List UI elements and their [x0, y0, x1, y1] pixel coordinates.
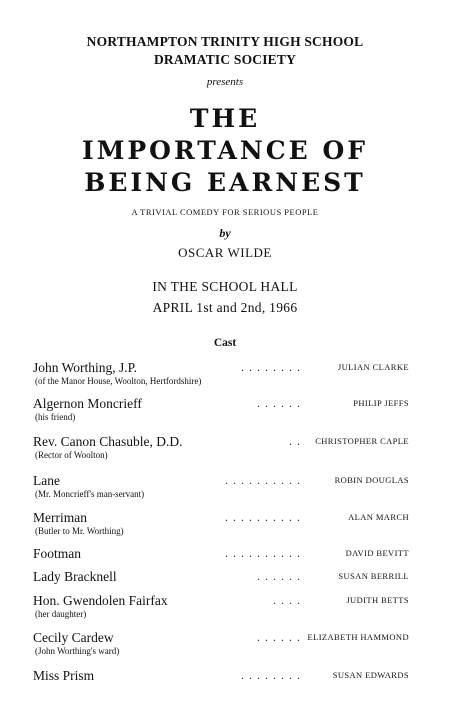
- leader-dots: . . . . . . . .: [241, 360, 301, 374]
- cast-heading: Cast: [213, 337, 237, 349]
- cast-role-note: (Mr. Moncrieff's man-servant): [35, 489, 145, 499]
- cast-actor: ALAN MARCH: [348, 512, 409, 522]
- cast-role-note: (his friend): [35, 412, 76, 422]
- society-name: DRAMATIC SOCIETY: [153, 52, 297, 67]
- play-title-line-1: THE: [189, 104, 261, 133]
- cast-actor: ROBIN DOUGLAS: [334, 475, 409, 485]
- cast-row: [33, 593, 409, 623]
- by-text: by: [219, 226, 231, 240]
- cast-role-note: (Butler to Mr. Worthing): [35, 526, 124, 536]
- cast-row: [33, 630, 409, 660]
- leader-dots: . . . . . . . . . .: [225, 473, 301, 487]
- cast-role-note: (John Worthing's ward): [35, 646, 120, 656]
- cast-actor: CHRISTOPHER CAPLE: [315, 436, 409, 446]
- author-name: OSCAR WILDE: [178, 245, 272, 260]
- play-title-line-2: IMPORTANCE OF: [82, 136, 368, 165]
- leader-dots: . . . . . .: [257, 396, 301, 410]
- cast-actor: DAVID BEVITT: [345, 548, 409, 558]
- leader-dots: . . . . . . . . . .: [225, 546, 301, 560]
- leader-dots: . . . . . .: [257, 569, 301, 583]
- leader-dots: . .: [289, 434, 301, 448]
- cast-row: [33, 360, 409, 390]
- cast-row: [33, 668, 409, 698]
- leader-dots: . . . .: [273, 593, 301, 607]
- presents-text: presents: [206, 76, 244, 88]
- cast-role: Cecily Cardew: [33, 630, 114, 645]
- cast-role-note: (her daughter): [35, 609, 87, 619]
- cast-role: Algernon Moncrieff: [33, 396, 142, 411]
- cast-role: Miss Prism: [33, 668, 95, 683]
- cast-actor: SUSAN EDWARDS: [332, 670, 409, 680]
- venue-place: IN THE SCHOOL HALL: [152, 279, 298, 294]
- cast-actor: PHILIP JEFFS: [353, 398, 409, 408]
- leader-dots: . . . . . . . . . .: [225, 510, 301, 524]
- leader-dots: . . . . . .: [257, 630, 301, 644]
- cast-role: Lane: [33, 473, 60, 488]
- play-subtitle: A TRIVIAL COMEDY FOR SERIOUS PEOPLE: [131, 207, 319, 217]
- leader-dots: . . . . . . . .: [241, 668, 301, 682]
- cast-role-note: (of the Manor House, Woolton, Hertfordshire): [35, 376, 202, 386]
- cast-actor: JUDITH BETTS: [346, 595, 409, 605]
- cast-row: [33, 510, 409, 540]
- performance-dates: APRIL 1st and 2nd, 1966: [152, 300, 298, 315]
- cast-role: John Worthing, J.P.: [33, 360, 138, 375]
- cast-role: Merriman: [33, 510, 87, 525]
- cast-row: [33, 396, 409, 426]
- cast-role: Rev. Canon Chasuble, D.D.: [33, 434, 183, 449]
- cast-row: [33, 473, 409, 503]
- cast-row: [33, 434, 409, 464]
- cast-actor: ELIZABETH HAMMOND: [307, 632, 409, 642]
- cast-actor: JULIAN CLARKE: [337, 362, 409, 372]
- cast-actor: SUSAN BERRILL: [338, 571, 409, 581]
- cast-role: Lady Bracknell: [33, 569, 117, 584]
- school-name: NORTHAMPTON TRINITY HIGH SCHOOL: [86, 34, 364, 49]
- play-title-line-3: BEING EARNEST: [84, 168, 366, 197]
- cast-role: Footman: [33, 546, 82, 561]
- cast-role: Hon. Gwendolen Fairfax: [33, 593, 168, 608]
- cast-role-note: (Rector of Woolton): [35, 450, 108, 460]
